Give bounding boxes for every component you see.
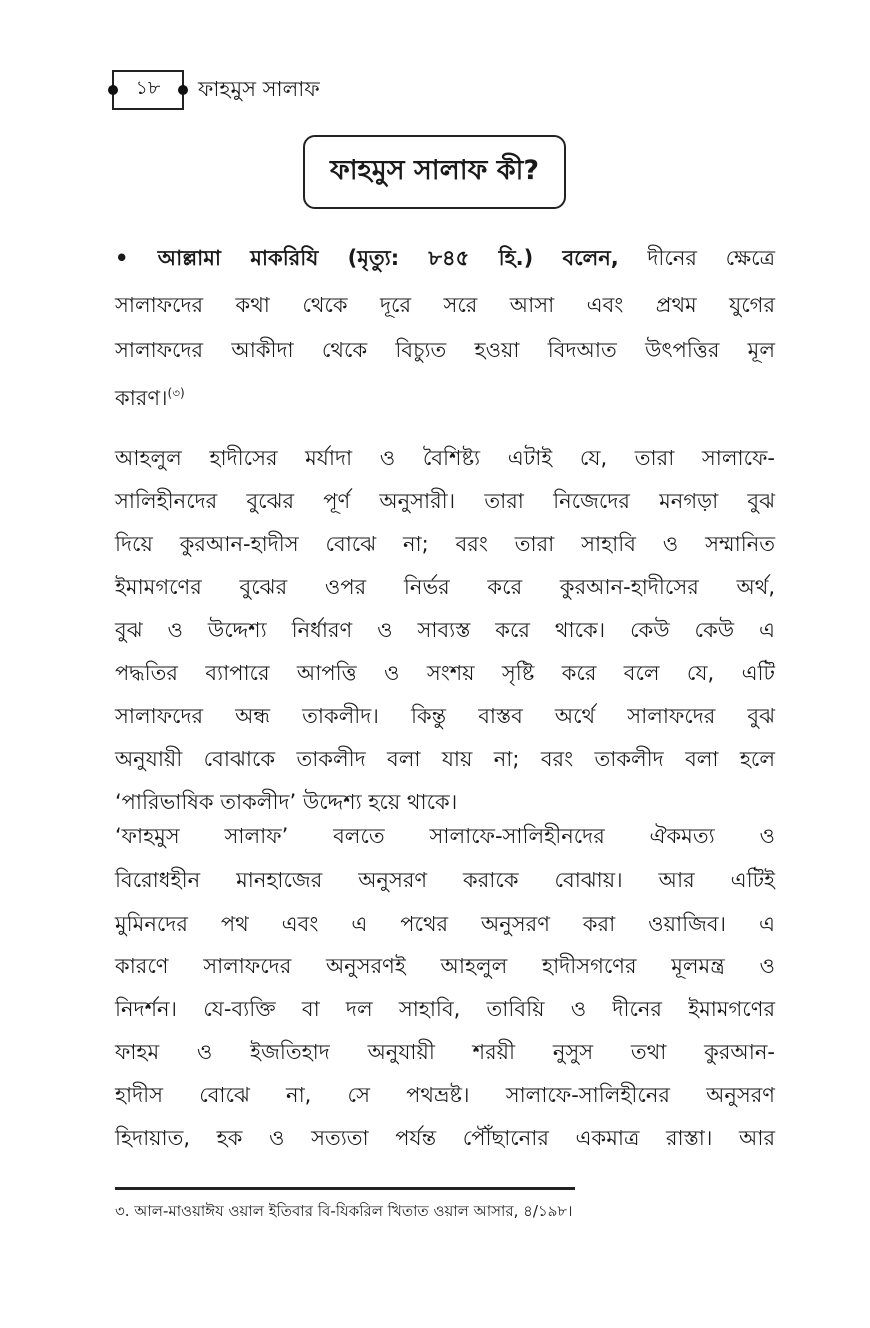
quote-attribution: • আল্লামা মাকরিযি (মৃত্যু: ৮৪৫ হি.) বলেন,: [115, 246, 619, 270]
paragraph-line: হিদায়াত, হক ও সত্যতা পর্যন্ত পৌঁছানোর একমাত্র রাস্তা। আর: [115, 1126, 775, 1150]
running-title: ফাহমুস সালাফ: [198, 76, 320, 101]
footnote: ৩. আল-মাওয়াঈয ওয়াল ইতিবার বি-যিকরিল খিতাত ওয়াল আসার, ৪/১৯৮।: [115, 1202, 573, 1220]
page-number: ১৮: [135, 77, 161, 99]
paragraph-line: ফাহম ও ইজতিহাদ অনুযায়ী শরয়ী নুসুস তথা কুরআন-: [115, 1040, 775, 1064]
paragraph-line: অনুযায়ী বোঝাকে তাকলীদ বলা যায় না; বরং তাকলীদ বলা হলে: [115, 747, 775, 771]
paragraph-line: [115, 243, 775, 273]
paragraph-line: ইমামগণের বুঝের ওপর নির্ভর করে কুরআন-হাদীসের অর্থ,: [115, 575, 775, 599]
paragraph-line: সালাফদের অন্ধ তাকলীদ। কিন্তু বাস্তব অর্থে সালাফদের বুঝ: [115, 704, 775, 728]
paragraph-line: বুঝ ও উদ্দেশ্য নির্ধারণ ও সাব্যস্ত করে থাকে। কেউ কেউ এ: [115, 618, 775, 642]
paragraph-line: ‘পারিভাষিক তাকলীদ’ উদ্দেশ্য হয়ে থাকে।: [115, 790, 458, 814]
paragraph-line: সালাফদের কথা থেকে দূরে সরে আসা এবং প্রথম যুগের: [115, 293, 775, 317]
paragraph-line: মুমিনদের পথ এবং এ পথের অনুসরণ করা ওয়াজিব। এ: [115, 912, 775, 936]
paragraph-line: সালাফদের আকীদা থেকে বিচ্যুত হওয়া বিদআত উৎপত্তির মূল: [115, 338, 775, 362]
text: কারণ।: [115, 386, 168, 410]
page-header: [112, 66, 320, 114]
paragraph-line: সালিহীনদের বুঝের পূর্ণ অনুসারী। তারা নিজেদের মনগড়া বুঝ: [115, 489, 775, 513]
chapter-title: ফাহমুস সালাফ কী?: [303, 135, 566, 209]
paragraph-line: নিদর্শন। যে-ব্যক্তি বা দল সাহাবি, তাবিয়ি ও দীনের ইমামগণের: [115, 997, 775, 1021]
bullet-dot-icon: [108, 85, 118, 95]
footnote-divider: [115, 1187, 575, 1190]
paragraph-line: আহলুল হাদীসের মর্যাদা ও বৈশিষ্ট্য এটাই যে, তারা সালাফে-: [115, 446, 775, 470]
text: দীনের ক্ষেত্রে: [618, 246, 775, 270]
paragraph-line: বিরোধহীন মানহাজের অনুসরণ করাকে বোঝায়। আর এটিই: [115, 868, 775, 892]
paragraph-line: দিয়ে কুরআন-হাদীস বোঝে না; বরং তারা সাহাবি ও সম্মানিত: [115, 532, 775, 556]
footnote-reference: (৩): [167, 386, 185, 400]
paragraph-line: [115, 378, 775, 413]
paragraph-line: ‘ফাহমুস সালাফ’ বলতে সালাফে-সালিহীনদের ঐকমত্য ও: [115, 824, 775, 848]
paragraph-line: কারণে সালাফদের অনুসরণই আহলুল হাদীসগণের মূলমন্ত্র ও: [115, 954, 775, 978]
bullet-dot-icon: [178, 85, 188, 95]
paragraph-line: হাদীস বোঝে না, সে পথভ্রষ্ট। সালাফে-সালিহীনের অনুসরণ: [115, 1083, 775, 1107]
paragraph-line: পদ্ধতির ব্যাপারে আপত্তি ও সংশয় সৃষ্টি করে বলে যে, এটি: [115, 661, 775, 685]
page-number-box: [112, 70, 184, 110]
